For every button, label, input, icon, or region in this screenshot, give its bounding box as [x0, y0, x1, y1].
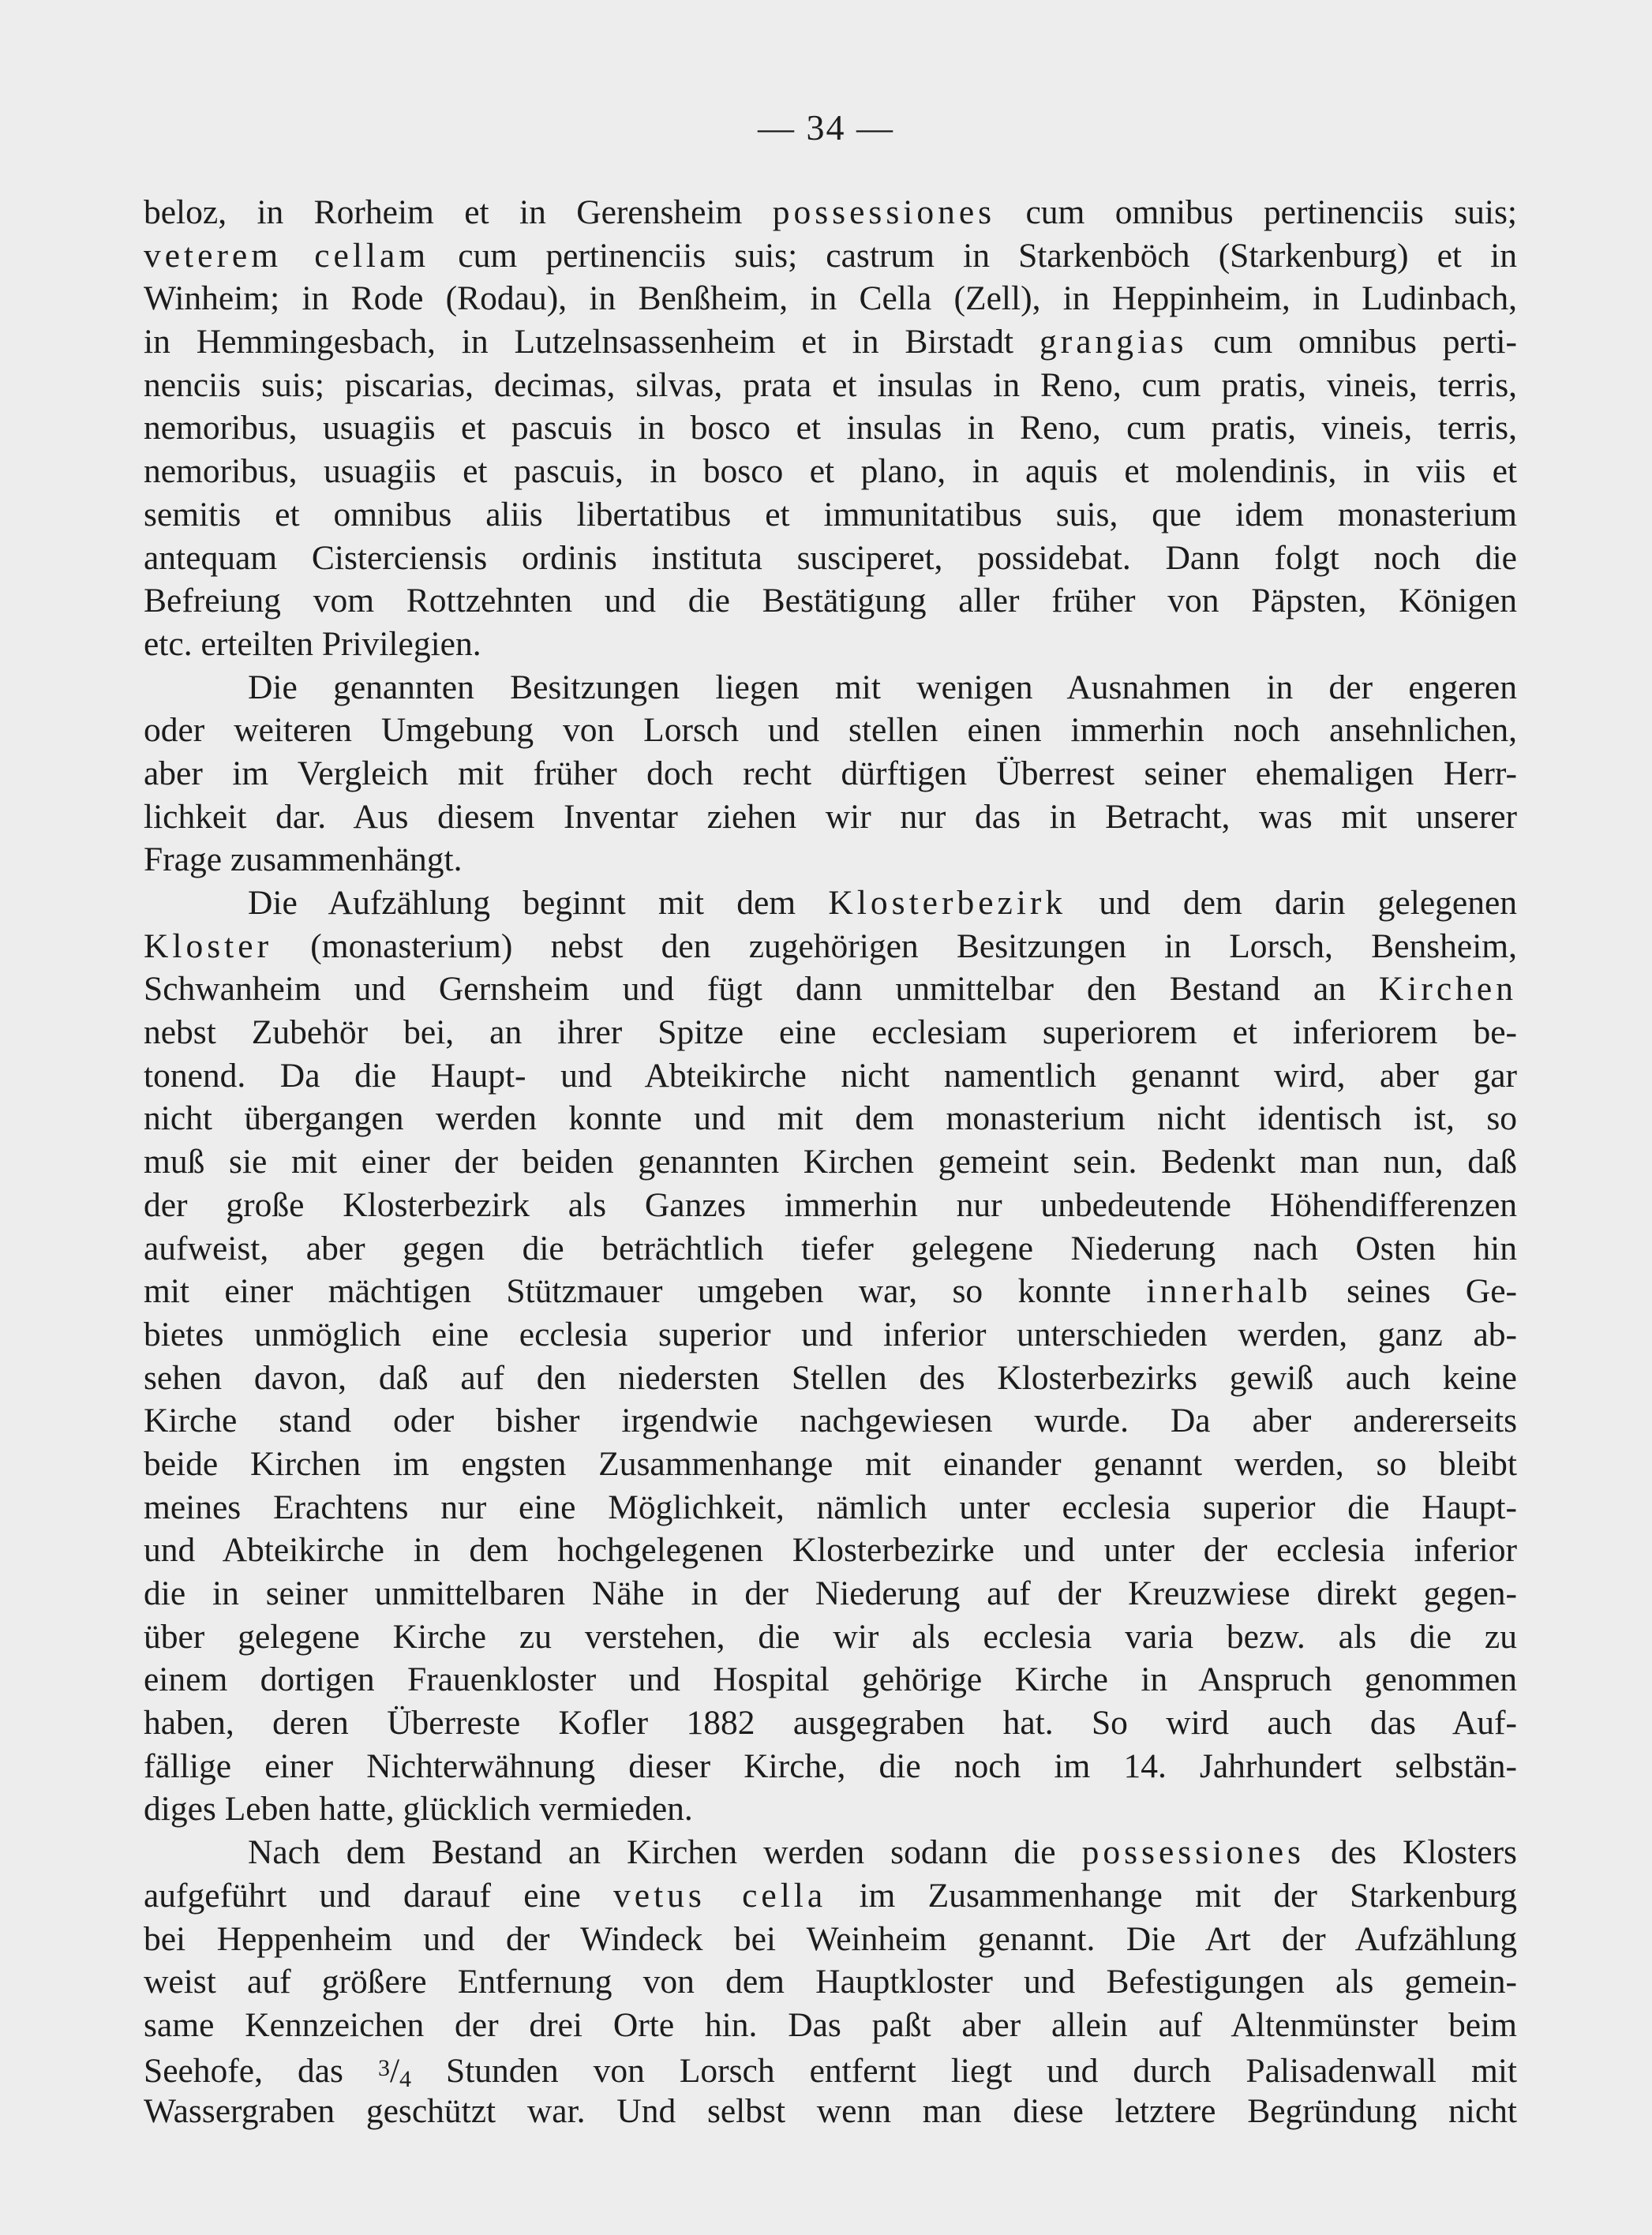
paragraph-start-line: Nach dem Bestand an Kirchen werden sodann die possessiones des Klosters	[248, 1833, 1517, 1872]
text-line: aufweist, aber gegen die beträchtlich tiefer gelegene Niederung nach Osten hin	[144, 1229, 1517, 1267]
text-line: lichkeit dar. Aus diesem Inventar ziehen wir nur das in Betracht, was mit unserer	[144, 797, 1517, 836]
text-line: haben, deren Überreste Kofler 1882 ausgegraben hat. So wird auch das Auf-	[144, 1704, 1517, 1743]
text-line: Wassergraben geschützt war. Und selbst wenn man diese letztere Begründung nicht	[144, 2092, 1517, 2131]
text-line: und Abteikirche in dem hochgelegenen Klosterbezirke und unter der ecclesia inferior	[144, 1531, 1517, 1570]
text-line: nemoribus, usuagiis et pascuis, in bosco et plano, in aquis et molendinis, in viis et	[144, 452, 1517, 491]
fraction: 3/4	[377, 2051, 412, 2092]
text-line: bietes unmöglich eine ecclesia superior und inferior unterschieden werden, ganz ab-	[144, 1315, 1517, 1353]
text-line: etc. erteilten Privilegien.	[144, 624, 481, 663]
paragraph-start-line: Die genannten Besitzungen liegen mit wenigen Ausnahmen in der engeren	[248, 668, 1517, 706]
text-line: fällige einer Nichterwähnung dieser Kirche, die noch im 14. Jahrhundert selbstän-	[144, 1746, 1517, 1785]
text-line: weist auf größere Entfernung von dem Hauptkloster und Befestigungen als gemein-	[144, 1963, 1517, 2001]
text-line: die in seiner unmittelbaren Nähe in der Niederung auf der Kreuzwiese direkt gegen-	[144, 1574, 1517, 1612]
text-line: beide Kirchen im engsten Zusammenhange mit einander genannt werden, so bleibt	[144, 1444, 1517, 1483]
text-line: beloz, in Rorheim et in Gerensheim possessiones cum omnibus pertinenciis suis;	[144, 193, 1518, 231]
text-line: nebst Zubehör bei, an ihrer Spitze eine ecclesiam superiorem et inferiorem be-	[144, 1013, 1517, 1052]
text-line: veterem cellam cum pertinenciis suis; castrum in Starkenböch (Starkenburg) et in	[144, 236, 1517, 275]
text-line: aufgeführt und darauf eine vetus cella im Zusammenhange mit der Starkenburg	[144, 1876, 1517, 1915]
text-line: oder weiteren Umgebung von Lorsch und stellen einen immerhin noch ansehnlichen,	[144, 711, 1517, 750]
text-line: der große Klosterbezirk als Ganzes immerhin nur unbedeutende Höhendifferenzen	[144, 1185, 1517, 1224]
text-line: semitis et omnibus aliis libertatibus et immunitatibus suis, que idem monasterium	[144, 495, 1517, 533]
text-line: Kloster (monasterium) nebst den zugehörigen Besitzungen in Lorsch, Bensheim,	[144, 927, 1517, 965]
text-line: sehen davon, daß auf den niedersten Stellen des Klosterbezirks gewiß auch keine	[144, 1358, 1517, 1397]
text-line: Frage zusammenhängt.	[144, 840, 463, 879]
text-line: Befreiung vom Rottzehnten und die Bestätigung aller früher von Päpsten, Königen	[144, 582, 1517, 620]
text-line: tonend. Da die Haupt- und Abteikirche nicht namentlich genannt wird, aber gar	[144, 1056, 1517, 1095]
text-line: in Hemmingesbach, in Lutzelnsassenheim et in Birstadt grangias cum omnibus perti-	[144, 323, 1517, 361]
text-line: Seehofe, das 3/4 Stunden von Lorsch entfernt liegt und durch Palisadenwall mit	[144, 2051, 1517, 2092]
text-line: meines Erachtens nur eine Möglichkeit, nämlich unter ecclesia superior die Haupt-	[144, 1488, 1517, 1526]
text-line: same Kennzeichen der drei Orte hin. Das paßt aber allein auf Altenmünster beim	[144, 2005, 1517, 2044]
text-line: einem dortigen Frauenkloster und Hospital gehörige Kirche in Anspruch genommen	[144, 1660, 1517, 1699]
text-line: nicht übergangen werden konnte und mit dem monasterium nicht identisch ist, so	[144, 1099, 1517, 1138]
paragraph-start-line: Die Aufzählung beginnt mit dem Klosterbezirk und dem darin gelegenen	[248, 884, 1518, 922]
body-text	[144, 191, 1517, 2133]
page-number: — 34 —	[758, 107, 894, 148]
text-line: antequam Cisterciensis ordinis instituta susciperet, possidebat. Dann folgt noch die	[144, 538, 1517, 577]
text-line: nenciis suis; piscarias, decimas, silvas, prata et insulas in Reno, cum pratis, vineis, terris,	[144, 365, 1517, 404]
text-line: aber im Vergleich mit früher doch recht dürftigen Überrest seiner ehemaligen Herr-	[144, 754, 1517, 792]
text-line: Winheim; in Rode (Rodau), in Benßheim, in Cella (Zell), in Heppinheim, in Ludinbach,	[144, 279, 1517, 318]
text-line: bei Heppenheim und der Windeck bei Weinheim genannt. Die Art der Aufzählung	[144, 1919, 1517, 1958]
text-line: mit einer mächtigen Stützmauer umgeben war, so konnte innerhalb seines Ge-	[144, 1272, 1518, 1311]
text-line: über gelegene Kirche zu verstehen, die wir als ecclesia varia bezw. als die zu	[144, 1617, 1517, 1656]
text-line: Kirche stand oder bisher irgendwie nachgewiesen wurde. Da aber andererseits	[144, 1402, 1517, 1440]
text-line: muß sie mit einer der beiden genannten Kirchen gemeint sein. Bedenkt man nun, daß	[144, 1143, 1517, 1181]
text-line: diges Leben hatte, glücklich vermieden.	[144, 1790, 693, 1829]
text-line: Schwanheim und Gernsheim und fügt dann unmittelbar den Bestand an Kirchen	[144, 970, 1517, 1009]
text-line: nemoribus, usuagiis et pascuis in bosco et insulas in Reno, cum pratis, vineis, terris,	[144, 409, 1517, 447]
